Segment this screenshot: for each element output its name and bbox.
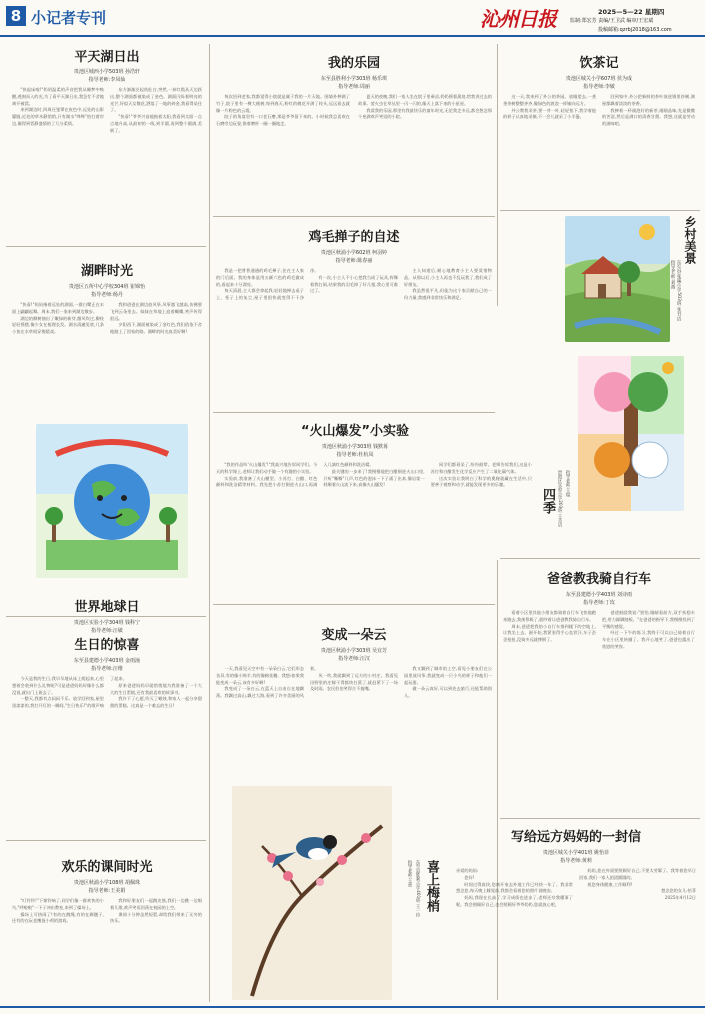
- paragraph: 来到湖边时,四周还笼罩在夜色中,远处的山影朦胧,近处的草木静悄悄,只有湖水"哗哗"拍打着岸边,像得到恬静盛情的了几分柔情。: [12, 107, 104, 126]
- editors-line: 监制:郑宏芳 责编/王卫武 编审/王宏斌: [570, 18, 654, 24]
- four-seasons-caption: [538, 470, 574, 550]
- paragraph: 外公教我采茶,要一芽一叶,轻轻掐下,我学着他的样子认真地采摘,不一会儿就采了小半篓。: [503, 107, 596, 120]
- article-author: 贵池区秋浦小学303班 吴宜芳: [320, 648, 388, 654]
- artwork-teacher: 指导老师:汪敏: [91, 628, 123, 634]
- artwork-author: 贵池区实验小学203班 王圣语: [557, 470, 562, 527]
- article-title: 生日的惊喜: [74, 638, 140, 653]
- earth-day-drawing: [36, 424, 188, 578]
- paragraph: 主人知道后,耐心地教育小主人要爱惜物品。从那以后,小主人再也不乱玩我了,我们成了好朋友。: [404, 268, 492, 287]
- article-body: [216, 268, 492, 436]
- paragraph: 我是一把普普通通的鸡毛掸子,住在主人家的门后面。我的身体是用五颜六色的鸡毛做成的,看起来十分漂亮。: [216, 268, 304, 287]
- article-author: 贵池区城关小学401班 姚怡菲: [542, 850, 610, 856]
- section-divider: [500, 818, 700, 819]
- artwork-author: 贵池区实验小学304班 钱科宁: [73, 620, 141, 626]
- paragraph: 我和爸爸在湖边放风筝,风筝越飞越高,仿佛要飞到云朵里去。妹妹在草地上追着蝴蝶,笑声传得很远。: [110, 302, 202, 321]
- section-divider: [6, 840, 206, 841]
- paragraph: 课间十分钟虽然短暂,却给我们带来了无穷的快乐。: [110, 911, 202, 924]
- article-teacher: 指导老师:丁玫: [583, 600, 615, 606]
- paragraph: "叮铃铃!"下课铃响了,同学们像一群欢快的小鸟,"呼啦啦"一下子冲出教室,来到了操场上。: [12, 898, 104, 910]
- paragraph: 实验前,我准备了火山模型、小苏打、白醋、红色颜料和洗洁精等材料。我先把小苏打倒进火山口,再滴入几滴红色颜料和洗洁精。: [216, 462, 374, 488]
- paragraph: 一天,我看见天空中有一朵朵白云,它们形态各异,有的像小绵羊,有的像棉花糖。我想:如果我能变成一朵云,该有多好啊!: [216, 666, 304, 685]
- article-8: [12, 596, 202, 634]
- article-2: [216, 52, 492, 234]
- issue-date: 2025—5—22 星期四: [598, 8, 665, 16]
- article-body: [503, 94, 695, 232]
- contact-email: 投稿邮箱:qzrbj2018@163.com: [598, 27, 672, 33]
- paragraph: 回到家中,外公把新鲜的茶叶放进锅里炒制,满屋都飘着淡淡的茶香。: [602, 94, 695, 106]
- article-teacher: 指导老师:李敏: [583, 84, 615, 90]
- article-body: [216, 94, 492, 234]
- article-teacher: 指导老师:王美娟: [88, 888, 126, 894]
- article-title: “火山爆发”小实验: [300, 424, 410, 439]
- paragraph: 我爱我的乐园,那里有我最快乐的童年时光,无论我走多远,都会想念那个充满欢声笑语的小院。: [358, 107, 492, 120]
- article-3: [503, 52, 695, 232]
- paragraph: "快看!"妈妈指着远处的湖面,一群白鹭正在水面上翩翩起舞。周末,我们一家来到湖边散步。: [12, 302, 104, 314]
- paragraph: 经过一下午的练习,我终于可以自己骑着自行车在小区里转圈了。我开心地笑了,爸爸也露出了欣慰的笑容。: [602, 630, 695, 649]
- artwork-author: 东至县胜利小学401班 王一玲: [415, 860, 420, 917]
- paragraph: 每天清晨,主人都会拿起我,轻轻地掸去桌子上、柜子上的灰尘,屋子里很快就变得干干净净。: [216, 268, 319, 301]
- article-5: [216, 226, 492, 436]
- article-title: 变成一朵云: [321, 628, 387, 643]
- article-15: [456, 826, 696, 1000]
- artwork-title: 四季: [540, 488, 555, 514]
- paragraph: 有一次,小主人不小心把我当成了玩具,挥舞着我打闹,结果我的羽毛掉了好几根,我心里可难过了。: [310, 274, 398, 294]
- paragraph: 我和好朋友们一起跳皮筋,我们一边跳一边唱着儿歌,欢声笑语回荡在校园的上空。: [110, 898, 202, 910]
- paragraph: 周末,爸爸把我的小自行车推到楼下的空地上,让我坐上去。刚开始,我紧张得手心直冒汗,车子歪歪扭扭,没骑多远就摔倒了。: [503, 623, 596, 643]
- section-divider: [500, 558, 700, 559]
- paragraph: 想念您的女儿:怡菲: [661, 888, 696, 894]
- article-12: [12, 634, 202, 840]
- article-title: 平天湖日出: [74, 50, 140, 65]
- paragraph: 妈妈,您在外面要照顾好自己,不要太劳累了。我等着您早日回家,我们一家人团团圆圆的。: [579, 868, 696, 880]
- paragraph: 今天是我的生日,我早早地从床上爬起来,心里想着会收到什么礼物呢?可是爸爸妈妈好像什么都没说,就出门上班去了。: [12, 676, 104, 695]
- paragraph: 我许下了心愿,吹灭了蜡烛,和家人一起分享甜甜的蛋糕。这真是一个难忘的生日!: [110, 696, 202, 709]
- paragraph: "我的作品叫'火山爆发'!"我高兴地告诉同学们。今天的科学课上,老师让我们动手做一个有趣的小实验。: [216, 462, 318, 474]
- section-title: 小记者专刊: [31, 9, 107, 27]
- paragraph: 原来爸爸妈妈早就悄悄地为我准备了一个大大的生日蛋糕,还有我最喜欢的故事书。: [110, 682, 202, 695]
- section-divider: [6, 246, 206, 247]
- newspaper-logo: 沁州日报: [480, 7, 556, 31]
- paragraph: 看着小区里其他小朋友都骑着自行车飞快地跑来跑去,我羡慕极了,就吵着让爸爸教我骑自行车。: [503, 610, 596, 622]
- article-1: [12, 46, 202, 215]
- article-author: 贵池区城关小学607班 侯为成: [565, 76, 633, 82]
- article-teacher: 指导老师:汪汉: [338, 656, 370, 662]
- paragraph: 做一朵云真好,可以到处去旅行,还能帮助别人。: [404, 686, 492, 699]
- paragraph: 夕阳西下,湖面被染成了金红色,我们依依不舍地踏上了回家的路。湖畔的时光真美好啊!: [110, 322, 202, 335]
- paragraph: 您好!: [464, 874, 475, 880]
- paragraph: 一整天,我都有点闷闷不乐。放学回到家,屋里黑漆漆的,我打开灯的一瞬间,"生日快乐!"的歌声响了起来。: [12, 676, 127, 709]
- paragraph: 我虽然很平凡,但能为这个家贡献自己的一份力量,我感到非常快乐和满足。: [404, 288, 492, 301]
- article-title: 欢乐的课间时光: [61, 860, 153, 875]
- article-10: [216, 624, 492, 784]
- section-divider: [213, 216, 495, 217]
- article-body: [12, 302, 202, 422]
- artwork-title: 乡村美景: [683, 216, 697, 264]
- header-bar: [0, 0, 705, 38]
- article-author: 东至县建德小学403班 金雨潼: [73, 658, 141, 664]
- paragraph: 院子的角落里有一口老石磨,那是爷爷留下来的。小时候我总喜欢在石磨旁边玩耍,推着磨杆一圈一圈地走。: [216, 114, 350, 127]
- page-number-badge: [6, 6, 26, 26]
- article-author: 贵池区城西小学503班 孙浩轩: [73, 69, 141, 75]
- paragraph: 爸爸鼓励我说:"别怕,眼睛看前方,双手扶稳车把,用力踩脚踏板。"在爸爸的指导下,我慢慢找到了平衡的感觉。: [602, 610, 695, 629]
- paragraph: 每次回到老家,我都觉得小院就是属于我的一片天地。围墙外种满了竹子,院子里有一棵大桃树,每到春天,粉红的桃花开满了枝头,远远看去就像一片粉色的云霞。: [216, 94, 350, 113]
- paragraph: 东方渐渐泛起鱼肚白,突然,一抹红霞从天边跃出,整个湖面都被染成了金色。湖面闪烁着明亮的光芒,好似天女散花,洒落了一地的碎金,我看得呆住了。: [110, 87, 202, 113]
- artwork-teacher: 指导老师:刘燕: [670, 260, 675, 290]
- article-body: [216, 462, 532, 596]
- article-body: [12, 676, 202, 840]
- paragraph: 祝您身体健康,工作顺利!: [587, 881, 633, 887]
- footer-rule: [0, 1006, 705, 1008]
- artwork-teacher: 指导老师:王瑞: [565, 470, 570, 498]
- article-11: [503, 568, 695, 786]
- section-divider: [213, 412, 495, 413]
- article-author: 东至县胜利小学303班 杨乐琪: [320, 76, 388, 82]
- paragraph: 2025年4月12日: [664, 895, 696, 901]
- paragraph: 这次实验让我明白了科学的奥秘就藏在生活中,只要善于观察和动手,就能发现更多的乐趣。: [430, 475, 532, 488]
- paragraph: 湖边的柳树抽出了嫩绿的新芽,微风吹过,柳枝轻轻摇摆,像少女在梳理长发。湖水清澈见底,几条小鱼在水草间穿梭嬉戏。: [12, 315, 104, 335]
- paragraph: 这一天,我来到了外公的茶园。放眼望去,一垄垄茶树整整齐齐,像绿色的波浪一样铺向远方。: [503, 94, 596, 106]
- article-author: 东至县建德小学403班 刘诗雨: [565, 592, 633, 598]
- article-body: [12, 898, 202, 996]
- paragraph: 我捧着一杯刚泡好的新茶,细细品味,先是微微的苦涩,然后是满口的清香甘甜。我想,这就是劳动的滋味吧。: [602, 107, 695, 127]
- column-divider: [497, 44, 498, 306]
- section-divider: [6, 616, 206, 617]
- paragraph: 风一吹,我就飘到了远方的小村庄。我看见田野里的庄稼干得都快打蔫了,就赶紧下了一场及时雨。农民伯伯笑得合不拢嘴。: [310, 672, 398, 692]
- paragraph: 亲爱的妈妈:: [456, 868, 479, 873]
- article-body: [456, 868, 696, 1000]
- article-teacher: 指导老师:黄莉: [560, 858, 592, 864]
- article-9: [216, 420, 534, 596]
- article-author: 贵池区秋浦小学602班 柯羽婷: [320, 250, 388, 256]
- article-4: [12, 260, 202, 422]
- paragraph: 最关键的一步来了!我慢慢地把白醋倒进火山口里,只听"嘶嘶"几声,红色的泡沫一下子涌了出来,像岩浆一样顺着火山流下来,真像火山爆发!: [323, 468, 425, 488]
- article-body: [216, 666, 492, 784]
- article-teacher: 指导老师:陈春丽: [335, 258, 373, 264]
- page-number: 8: [10, 7, 22, 25]
- village-scene-drawing: [565, 216, 670, 342]
- header-rule: [0, 35, 705, 37]
- article-teacher: 指导老师:杨丹: [91, 292, 123, 298]
- article-title: 我的乐园: [327, 56, 380, 71]
- article-title: 爸爸教我骑自行车: [546, 572, 651, 587]
- paragraph: 操场上可热闹了!有的在跳绳,有的在踢毽子,还有的在玩老鹰捉小鸡的游戏。: [12, 911, 104, 924]
- four-seasons-drawing: [578, 356, 684, 511]
- artwork-author: 东至县张溪小学503班 张书语: [676, 260, 681, 321]
- article-author: 贵池区秋浦小学303班 钱默苒: [321, 444, 389, 450]
- article-body: [12, 87, 202, 215]
- paragraph: 同学们都看呆了,纷纷鼓掌。老师告诉我们,这是小苏打和白醋发生化学反应产生了二氧化碳气体。: [430, 462, 532, 474]
- paragraph: "快看!"爷爷兴奋地指着太阳,我看到太阳一点点地升高,从最初的一线,到半圆,再到整个圆满,美极了。: [110, 114, 202, 133]
- article-teacher: 指导老师:杜杭凤: [336, 452, 374, 458]
- paragraph: 夏天的夜晚,我们一家人坐在院子里乘凉,奶奶摇着蒲扇,给我讲过去的故事。萤火虫在草丛里一闪一闪的,像天上落下来的小星星。: [358, 94, 492, 106]
- paragraph: 我又飘到了城市的上空,看见小朋友们在公园里放风筝,我就变成一只小鸟的样子和他们一起玩耍。: [404, 666, 492, 685]
- article-title: 鸡毛掸子的自述: [308, 230, 400, 245]
- paragraph: "快起床啦!"奶奶温柔的声音把我从睡梦中唤醒,透窗而入的光,为了看平天湖日出,我急忙不舍地离开被窝。: [12, 87, 104, 106]
- article-14: [12, 856, 202, 996]
- article-body: [503, 610, 695, 786]
- article-author: 贵池区五所中心学校304班 崔锦怡: [68, 284, 146, 290]
- artwork-teacher: 指导老师:王蕾: [407, 860, 412, 888]
- section-divider: [500, 210, 700, 211]
- article-title: 饮茶记: [579, 56, 619, 71]
- artwork-title: 世界地球日: [74, 600, 140, 615]
- magpie-plum-drawing: [232, 786, 392, 1000]
- article-teacher: 指导老师:李凤仙: [88, 77, 126, 83]
- article-teacher: 指导老师:周丽: [338, 84, 370, 90]
- paragraph: 妈妈,我现在长高了,学习成绩也进步了,老师还夸我懂事了呢。我会照顾好自己,也会照顾好爷爷奶奶,您就放心吧。: [456, 895, 573, 907]
- column-divider: [209, 502, 210, 1002]
- article-title: 写给远方妈妈的一封信: [510, 830, 641, 845]
- article-author: 贵池区秋浦小学108班 胡佩珠: [73, 880, 141, 886]
- artwork-title: 喜上梅梢: [424, 860, 439, 912]
- magpie-plum-caption: [406, 860, 444, 1000]
- article-teacher: 指导老师:汪维: [91, 666, 123, 672]
- paragraph: 我变成了一朵白云,在蓝天上自由自在地飘荡。我飘过高山,飘过大海,看到了许多美丽的风景。: [216, 666, 319, 699]
- article-title: 湖畔时光: [80, 264, 133, 279]
- paragraph: 时间过得真快,您离开家去外地工作已经快一年了。我非常想念您,每天晚上睡觉前,我都会看着您的照片说晚安。: [456, 881, 573, 894]
- section-divider: [213, 604, 495, 605]
